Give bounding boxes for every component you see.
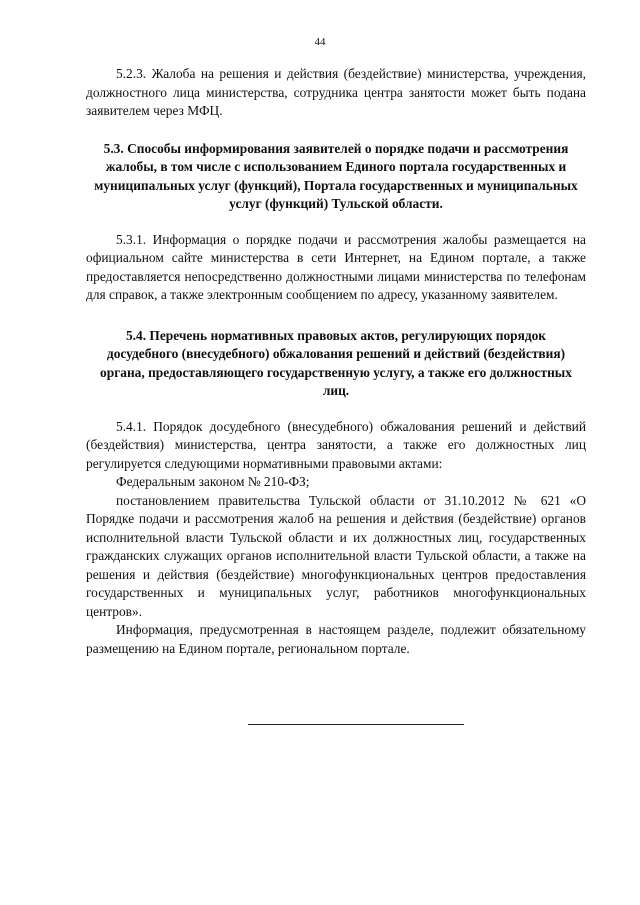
document-body <box>86 65 586 658</box>
paragraph-5-4-1: 5.4.1. Порядок досудебного (внесудебного) обжалования решений и действий (бездействия) министерства, центра занятости, а также его должностных лиц регулируется следующими нормативными правовыми актами: <box>86 418 586 471</box>
section-heading-5-4: 5.4. Перечень нормативных правовых актов, регулирующих порядок досудебного (внесудебного) обжалования решений и действий (бездействия) органа, предоставляющего государственную услугу, а также его должностных лиц. <box>100 327 572 398</box>
section-heading-5-3: 5.3. Способы информирования заявителей о порядке подачи и рассмотрения жалобы, в том числе с использованием Единого портала государственных и муниципальных услуг (функций), Портала государственных и муниципальных услуг (функций) Тульской области. <box>94 140 578 211</box>
paragraph-federal-law: Федеральным законом № 210-ФЗ; <box>116 474 310 489</box>
page-number: 44 <box>314 36 326 48</box>
paragraph-information: Информация, предусмотренная в настоящем разделе, подлежит обязательному размещению на Едином портале, региональном портале. <box>86 622 586 656</box>
paragraph-resolution: постановлением правительства Тульской области от 31.10.2012 № 621 «О Порядке подачи и рассмотрения жалоб на решения и действия (бездействие) органов исполнительной власти Тульской области и их должностных лиц, государственных гражданских служащих органов исполнительной власти Тульской области, а также на решения и действия (бездействие) многофункциональных центров предоставления государственных и муниципальных услуг, работников многофункциональных центров». <box>86 492 586 619</box>
closing-rule <box>248 724 464 725</box>
paragraph-5-3-1: 5.3.1. Информация о порядке подачи и рассмотрения жалобы размещается на официальном сайте министерства в сети Интернет, на Едином портале, а также предоставляется непосредственно должностными лицами министерства по телефонам для справок, а также электронным сообщением по адресу, указанному заявителем. <box>86 231 586 302</box>
paragraph-5-2-3: 5.2.3. Жалоба на решения и действия (бездействие) министерства, учреждения, должностного лица министерства, сотрудника центра занятости может быть подана заявителем через МФЦ. <box>86 66 586 118</box>
